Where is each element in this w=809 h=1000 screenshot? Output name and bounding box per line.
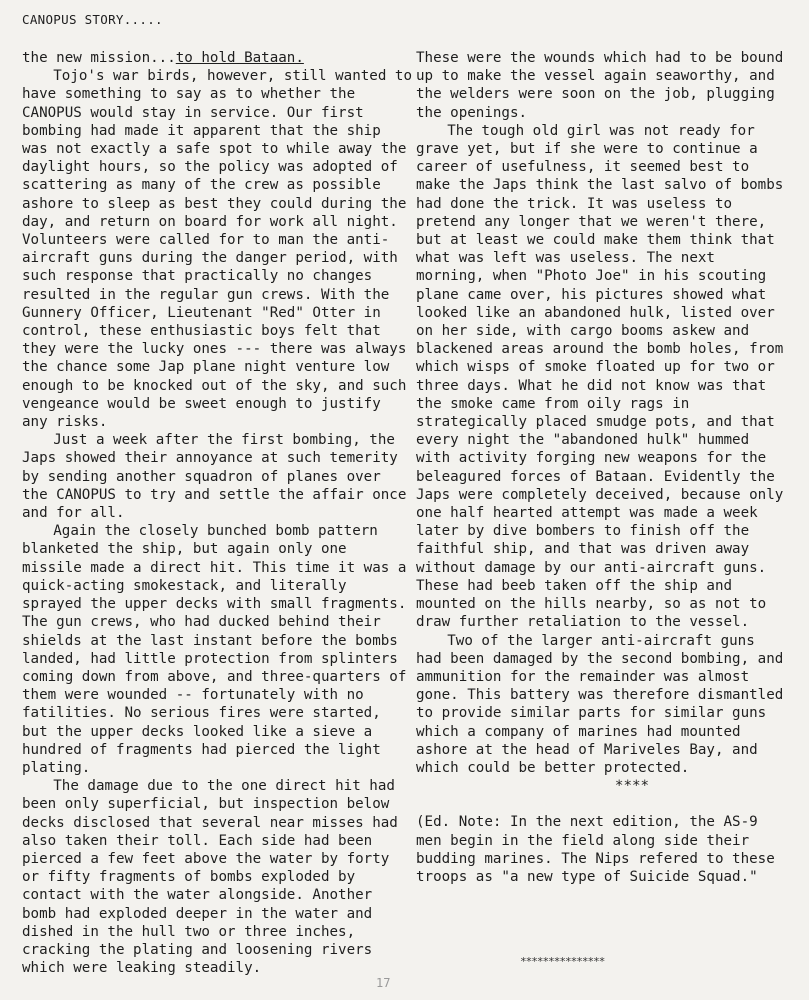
paragraph: Just a week after the first bombing, the Japs showed their annoyance at such temerity by sending another squadron of planes over the CANOPUS to try and settle the affair once and for all. [22, 432, 407, 522]
paragraph: Again the closely bunched bomb pattern blanketed the ship, but again only one missile made a direct hit. This time it was a quick-acting smokestack, and literally sprayed the upper decks with small fragments. The gun crews, who had ducked behind their shields at the last instant before the bombs landed, had little protection from splinters coming down from above, and three-quarters of them were wounded -- fortunately with no fatilities. No serious fires were started, but the upper decks looked like a sieve a hundred of fragments had pierced the light plating. [22, 523, 407, 776]
right-column [416, 49, 788, 886]
spacer [416, 795, 788, 813]
ornament-stars: *************** [520, 955, 605, 968]
editor-note: (Ed. Note: In the next edition, the AS-9 men begin in the field along side their budding marines. The Nips refered to these troops as "a new type of Suicide Squad." [416, 814, 775, 885]
page-number: 17 [376, 976, 391, 990]
intro-underlined: to hold Bataan. [175, 50, 304, 66]
paragraph: The damage due to the one direct hit had been only superficial, but inspection below decks disclosed that several near misses had also taken their toll. Each side had been pierced a few feet above the water by forty or fifty fragments of bombs exploded by contact with the water alongside. Another bomb had exploded deeper in the water and dished in the hull two or three inches, cracking the plating and loosening rivers which were leaking steadily. [22, 778, 398, 977]
paragraph: These were the wounds which had to be bound up to make the vessel again seaworthy, and the welders were soon on the job, plugging the openings. [416, 50, 784, 121]
paragraph: Tojo's war birds, however, still wanted to have something to say as to whether the CANOPUS would stay in service. Our first bombing had made it apparent that the ship was not exactly a safe spot to while away the daylight hours, so the policy was adopted of scattering as many of the crew as possible ashore to sleep as best they could during the day, and return on board for work all night. Volunteers were called for to man the anti-aircraft guns during the danger period, with such response that practically no changes resulted in the regular gun crews. With the Gunnery Officer, Lieutenant "Red" Otter in control, these enthusiastic boys felt that they were the lucky ones --- there was always the chance some Jap plane night venture low enough to be knocked out of the sky, and such vengeance would be sweet enough to justify any risks. [22, 68, 412, 431]
running-header: CANOPUS STORY..... [22, 12, 163, 27]
intro-prefix: the new mission... [22, 50, 176, 66]
left-column [22, 49, 414, 977]
intro-line [22, 49, 414, 67]
footer-ornament [520, 955, 604, 968]
section-separator: **** [614, 778, 650, 795]
paragraph: Two of the larger anti-aircraft guns had been damaged by the second bombing, and ammunition for the remainder was almost gone. This battery was therefore dismantled to provide similar parts for similar guns which a company of marines had mounted ashore at the head of Mariveles Bay, and which could be better protected. [416, 632, 784, 776]
paragraph: The tough old girl was not ready for grave yet, but if she were to continue a career of usefulness, it seemed best to make the Japs think the last salvo of bombs had done the trick. It was useless to pretend any longer that we weren't there, but at least we could make them think that what was left was useless. The next morning, when "Photo Joe" in his scouting plane came over, his pictures showed what looked like an abandoned hulk, listed over on her side, with cargo booms askew and blackened areas around the bomb holes, from which wisps of smoke floated up for two or three days. What he did not know was that the smoke came from oily rags in strategically placed smudge pots, and that every night the "abandoned hulk" hummed with activity forging new weapons for the beleagured forces of Bataan. Evidently the Japs were completely deceived, because only one half hearted attempt was made a week later by dive bombers to finish off the faithful ship, and that was driven away without damage by our anti-aircraft guns. These had beeb taken off the ship and mounted on the hills nearby, so as not to draw further retaliation to the vessel. [416, 122, 784, 631]
